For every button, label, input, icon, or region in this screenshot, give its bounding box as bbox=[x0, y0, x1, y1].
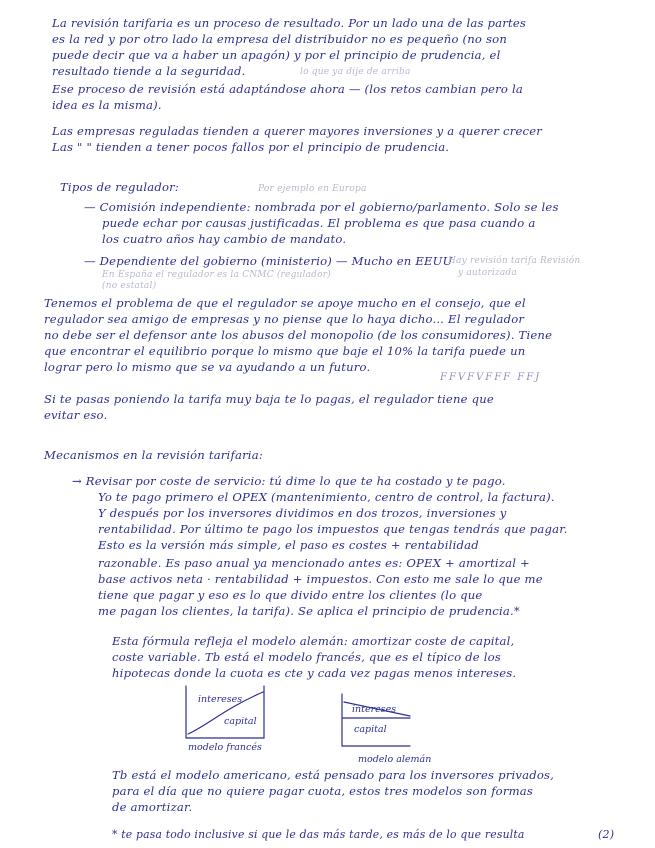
text-line: los cuatro años hay cambio de mandato. bbox=[102, 232, 347, 246]
text-line: Ese proceso de revisión está adaptándose ahora — (los retos cambian pero la bbox=[52, 82, 523, 96]
text-line: Tenemos el problema de que el regulador se apoye mucho en el consejo, que el bbox=[44, 296, 526, 310]
figure-label: capital bbox=[354, 724, 387, 735]
text-line: Las " " tienden a tener pocos fallos por el principio de prudencia. bbox=[52, 140, 450, 154]
faint-note: Hay revisión tarifa Revisión bbox=[448, 256, 581, 266]
text-line: base activos neta · rentabilidad + impuestos. Con esto me sale lo que me bbox=[98, 572, 543, 586]
text-line: coste variable. Tb está el modelo francés, que es el típico de los bbox=[112, 650, 501, 664]
text-line: para el día que no quiere pagar cuota, estos tres modelos son formas bbox=[112, 784, 534, 798]
text-line: hipotecas donde la cuota es cte y cada vez pagas menos intereses. bbox=[112, 666, 517, 680]
text-line: rentabilidad. Por último te pago los impuestos que tengas tendrás que pagar. bbox=[98, 522, 568, 536]
text-line: evitar eso. bbox=[44, 408, 108, 422]
page-number: (2) bbox=[598, 828, 615, 841]
text-line: Esto es la versión más simple, el paso es costes + rentabilidad bbox=[98, 538, 479, 552]
text-line: de amortizar. bbox=[112, 800, 193, 814]
text-line: idea es la misma). bbox=[52, 98, 162, 112]
figure-label: capital bbox=[224, 716, 257, 727]
text-line: — Dependiente del gobierno (ministerio) — Mucho en EEUU bbox=[84, 254, 453, 268]
text-line: me pagan los clientes, la tarifa). Se aplica el principio de prudencia.* bbox=[98, 604, 520, 618]
faint-note: (no estatal) bbox=[102, 281, 157, 291]
faint-note: En España el regulador es la CNMC (regulador) bbox=[102, 270, 331, 280]
text-line: Y después por los inversores dividimos en dos trozos, inversiones y bbox=[98, 506, 507, 520]
text-line: tiene que pagar y eso es lo que divido entre los clientes (lo que bbox=[98, 588, 483, 602]
text-line: puede echar por causas justificadas. El problema es que pasa cuando a bbox=[102, 216, 536, 230]
footnote: * te pasa todo inclusive si que le das más tarde, es más de lo que resulta bbox=[112, 828, 525, 841]
section-heading: Mecanismos en la revisión tarifaria: bbox=[44, 448, 263, 462]
faint-note: y autorizada bbox=[458, 268, 517, 278]
text-line: puede decir que va a haber un apagón) y por el principio de prudencia, el bbox=[52, 48, 501, 62]
figure-caption: modelo francés bbox=[188, 742, 262, 753]
text-line: razonable. Es paso anual ya mencionado antes es: OPEX + amortizal + bbox=[98, 556, 530, 570]
text-line: — Comisión independiente: nombrada por el gobierno/parlamento. Solo se les bbox=[84, 200, 559, 214]
faint-note: lo que ya dije de arriba bbox=[300, 67, 411, 77]
figure-label: intereses bbox=[352, 704, 397, 715]
text-line: resultado tiende a la seguridad. bbox=[52, 64, 246, 78]
figure-label: intereses bbox=[198, 694, 243, 705]
text-line: no debe ser el defensor ante los abusos del monopolio (de los consumidores). Tiene bbox=[44, 328, 553, 342]
text-line: es la red y por otro lado la empresa del distribuidor no es pequeño (no son bbox=[52, 32, 507, 46]
text-line: Si te pasas poniendo la tarifa muy baja te lo pagas, el regulador tiene que bbox=[44, 392, 494, 406]
faint-note: FFVFVFFF FFJ bbox=[440, 372, 542, 383]
text-line: Esta fórmula refleja el modelo alemán: amortizar coste de capital, bbox=[112, 634, 515, 648]
text-line: La revisión tarifaria es un proceso de resultado. Por un lado una de las partes bbox=[52, 16, 527, 30]
text-line: → Revisar por coste de servicio: tú dime lo que te ha costado y te pago. bbox=[72, 474, 506, 488]
text-line: que encontrar el equilibrio porque lo mismo que baje el 10% la tarifa puede un bbox=[44, 344, 526, 358]
text-line: Yo te pago primero el OPEX (mantenimiento, centro de control, la factura). bbox=[98, 490, 555, 504]
figure-caption: modelo alemán bbox=[358, 754, 432, 765]
section-heading: Tipos de regulador: bbox=[60, 180, 180, 194]
text-line: regulador sea amigo de empresas y no piense que lo haya dicho... El regulador bbox=[44, 312, 525, 326]
text-line: Tb está el modelo americano, está pensado para los inversores privados, bbox=[112, 768, 555, 782]
text-line: lograr pero lo mismo que se va ayudando a un futuro. bbox=[44, 360, 371, 374]
text-line: Las empresas reguladas tienden a querer mayores inversiones y a querer crecer bbox=[52, 124, 543, 138]
faint-note: Por ejemplo en Europa bbox=[258, 184, 367, 194]
